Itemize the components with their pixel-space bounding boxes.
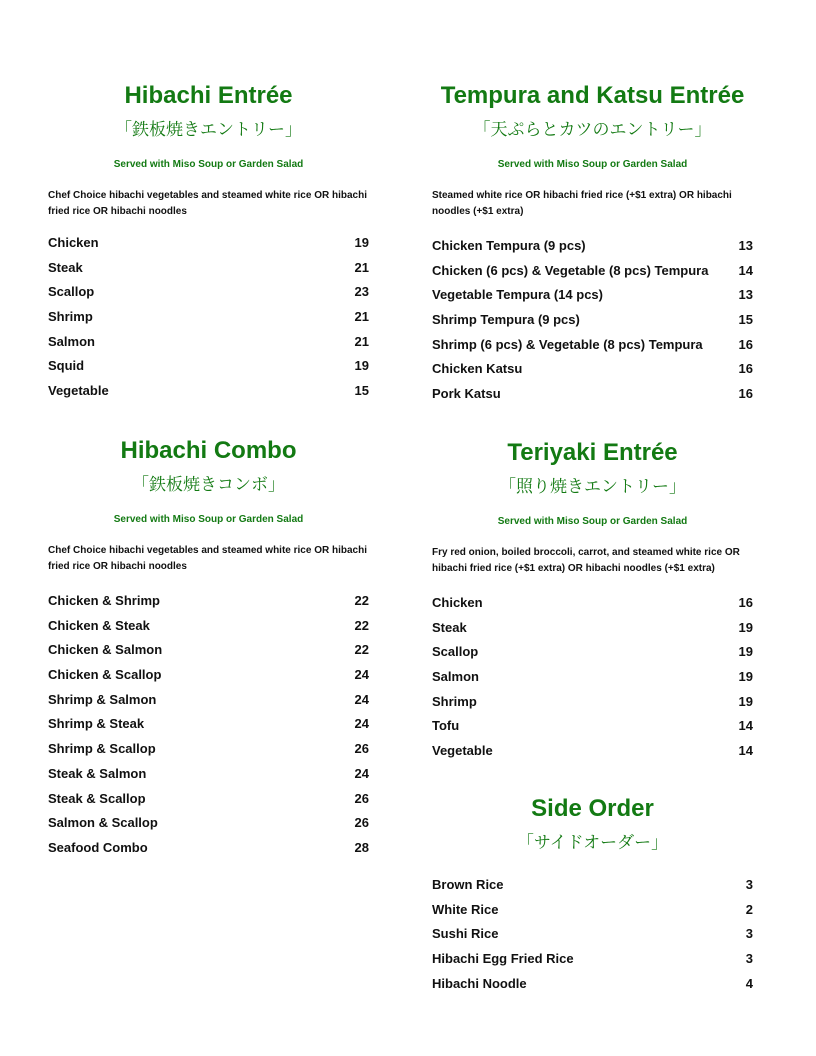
menu-item-name: Scallop — [48, 284, 95, 300]
menu-item-name: Vegetable Tempura (14 pcs) — [432, 287, 603, 303]
section-teriyaki-entree — [432, 439, 753, 768]
menu-item-price: 21 — [354, 333, 369, 349]
menu-item-price: 3 — [745, 951, 753, 967]
menu-item — [48, 309, 369, 334]
menu-item-name: Chicken (6 pcs) & Vegetable (8 pcs) Tempura — [432, 262, 709, 278]
menu-item-name: Steak & Salmon — [48, 765, 147, 781]
menu-item — [48, 667, 369, 692]
menu-item-name: Chicken & Shrimp — [48, 593, 160, 608]
menu-item-price: 13 — [738, 238, 753, 253]
menu-item — [48, 334, 369, 359]
section-title: Hibachi Entrée — [124, 82, 293, 109]
menu-item-name: Vegetable — [432, 743, 493, 759]
menu-item-price: 22 — [354, 617, 369, 633]
served-with-note: Served with Miso Soup or Garden Salad — [113, 159, 304, 170]
menu-item — [48, 840, 369, 865]
menu-item-price: 19 — [738, 619, 753, 635]
menu-item-price: 14 — [738, 262, 753, 278]
menu-item-name: Shrimp & Salmon — [48, 691, 157, 707]
section-title: Hibachi Combo — [120, 437, 297, 464]
menu-item-price: 16 — [738, 386, 753, 402]
menu-item — [432, 694, 753, 719]
section-subtitle-japanese: 「サイドオーダー」 — [516, 833, 669, 853]
menu-item — [48, 593, 369, 618]
served-with-note: Served with Miso Soup or Garden Salad — [113, 514, 304, 525]
menu-item-name: Chicken — [48, 235, 99, 250]
menu-item — [48, 642, 369, 667]
menu-item-price: 19 — [738, 693, 753, 709]
menu-item — [432, 337, 753, 362]
menu-item-name: Brown Rice — [432, 877, 504, 892]
menu-item-name: Steak — [432, 619, 467, 635]
menu-item-price: 15 — [738, 312, 753, 328]
menu-item — [48, 741, 369, 766]
menu-item — [432, 902, 753, 927]
menu-item-list — [432, 238, 753, 411]
menu-item-price: 24 — [354, 765, 369, 781]
menu-item-price: 26 — [354, 741, 369, 757]
menu-item-price: 16 — [738, 336, 753, 352]
section-description: Steamed white rice OR hibachi fried rice (+$1 extra) OR hibachi noodles (+$1 extra) — [432, 190, 732, 217]
section-subtitle-japanese: 「鉄板焼きエントリー」 — [115, 120, 302, 140]
menu-item-price: 16 — [738, 361, 753, 377]
menu-item-price: 24 — [354, 667, 369, 683]
menu-item — [48, 716, 369, 741]
menu-item-price: 19 — [738, 669, 753, 685]
section-tempura-katsu-entree — [432, 82, 753, 411]
menu-item-name: Chicken & Salmon — [48, 642, 163, 658]
section-side-order — [432, 795, 753, 1000]
menu-item-name: Shrimp — [432, 693, 477, 709]
menu-item-list — [48, 235, 369, 408]
menu-item-price: 4 — [745, 975, 753, 991]
menu-item-price: 16 — [738, 595, 753, 610]
menu-item-price: 21 — [354, 259, 369, 275]
section-title: Side Order — [531, 795, 654, 822]
section-title: Teriyaki Entrée — [507, 439, 678, 466]
menu-item — [432, 644, 753, 669]
section-subtitle-japanese: 「天ぷらとカツのエントリー」 — [473, 120, 712, 140]
menu-item-name: Salmon — [48, 333, 95, 349]
menu-item — [432, 263, 753, 288]
menu-item-name: White Rice — [432, 901, 499, 917]
menu-item-name: Chicken Katsu — [432, 361, 523, 377]
menu-item-name: Chicken & Steak — [48, 617, 150, 633]
served-with-note: Served with Miso Soup or Garden Salad — [497, 516, 688, 527]
menu-item-price: 19 — [738, 644, 753, 660]
menu-item-name: Shrimp (6 pcs) & Vegetable (8 pcs) Tempura — [432, 336, 703, 352]
menu-item-price: 22 — [354, 593, 369, 608]
menu-item-price: 21 — [354, 309, 369, 325]
menu-item — [48, 815, 369, 840]
menu-item — [48, 766, 369, 791]
menu-item — [432, 287, 753, 312]
menu-item-name: Tofu — [432, 718, 460, 734]
menu-item-price: 3 — [745, 926, 753, 942]
menu-item-name: Steak & Scallop — [48, 790, 146, 806]
menu-item-name: Hibachi Egg Fried Rice — [432, 951, 574, 967]
menu-item — [48, 618, 369, 643]
menu-item-name: Hibachi Noodle — [432, 975, 527, 991]
menu-item — [432, 595, 753, 620]
menu-item — [432, 312, 753, 337]
menu-item — [432, 976, 753, 1001]
menu-item-name: Shrimp — [48, 309, 93, 325]
menu-item-price: 19 — [354, 358, 369, 374]
menu-item-price: 26 — [354, 790, 369, 806]
section-title: Tempura and Katsu Entrée — [440, 82, 745, 109]
menu-item-price: 13 — [738, 287, 753, 303]
menu-item-name: Shrimp & Steak — [48, 716, 145, 732]
menu-item-price: 24 — [354, 716, 369, 732]
section-subtitle-japanese: 「照り焼きエントリー」 — [499, 477, 686, 497]
menu-item-name: Scallop — [432, 644, 479, 660]
menu-item-name: Seafood Combo — [48, 839, 148, 855]
menu-item — [48, 260, 369, 285]
menu-item-list — [48, 593, 369, 865]
menu-item — [48, 284, 369, 309]
menu-item-list — [432, 877, 753, 1000]
menu-item-list — [432, 595, 753, 768]
section-subtitle-japanese: 「鉄板焼きコンボ」 — [132, 475, 285, 495]
menu-item-name: Sushi Rice — [432, 926, 499, 942]
section-hibachi-entree — [48, 82, 369, 408]
menu-item-price: 15 — [354, 383, 369, 399]
menu-item-name: Chicken — [432, 595, 483, 610]
menu-item — [432, 743, 753, 768]
menu-item-name: Shrimp & Scallop — [48, 741, 156, 757]
menu-item-price: 26 — [354, 815, 369, 831]
menu-item — [432, 386, 753, 411]
menu-item-name: Steak — [48, 259, 83, 275]
menu-item-name: Salmon — [432, 669, 479, 685]
menu-item — [432, 669, 753, 694]
menu-item-price: 14 — [738, 743, 753, 759]
menu-item-price: 2 — [745, 901, 753, 917]
menu-item — [48, 383, 369, 408]
served-with-note: Served with Miso Soup or Garden Salad — [497, 159, 688, 170]
menu-item — [432, 718, 753, 743]
section-description: Chef Choice hibachi vegetables and steamed white rice OR hibachi fried rice OR hibachi noodles — [48, 190, 367, 217]
menu-item — [432, 877, 753, 902]
section-description: Fry red onion, boiled broccoli, carrot, and steamed white rice OR hibachi fried rice (+$1 extra) OR hibachi noodles (+$1 extra) — [432, 547, 740, 574]
menu-item — [48, 692, 369, 717]
menu-item-price: 23 — [354, 284, 369, 300]
menu-item-price: 28 — [354, 839, 369, 855]
menu-item-name: Squid — [48, 358, 85, 374]
menu-item-name: Shrimp Tempura (9 pcs) — [432, 312, 580, 328]
menu-item-price: 19 — [354, 235, 369, 250]
menu-item — [48, 235, 369, 260]
menu-item-name: Chicken & Scallop — [48, 667, 162, 683]
menu-item-name: Chicken Tempura (9 pcs) — [432, 238, 586, 253]
menu-item-price: 24 — [354, 691, 369, 707]
menu-item-price: 22 — [354, 642, 369, 658]
menu-item — [432, 620, 753, 645]
section-description: Chef Choice hibachi vegetables and steamed white rice OR hibachi fried rice OR hibachi noodles — [48, 545, 367, 572]
menu-item-name: Salmon & Scallop — [48, 815, 158, 831]
section-hibachi-combo — [48, 437, 369, 865]
menu-item-name: Pork Katsu — [432, 386, 501, 402]
menu-item — [48, 358, 369, 383]
menu-item — [432, 951, 753, 976]
menu-item-price: 3 — [745, 877, 753, 892]
menu-item-name: Vegetable — [48, 383, 109, 399]
menu-item — [432, 238, 753, 263]
menu-item — [48, 791, 369, 816]
menu-item — [432, 926, 753, 951]
menu-item — [432, 361, 753, 386]
menu-item-price: 14 — [738, 718, 753, 734]
